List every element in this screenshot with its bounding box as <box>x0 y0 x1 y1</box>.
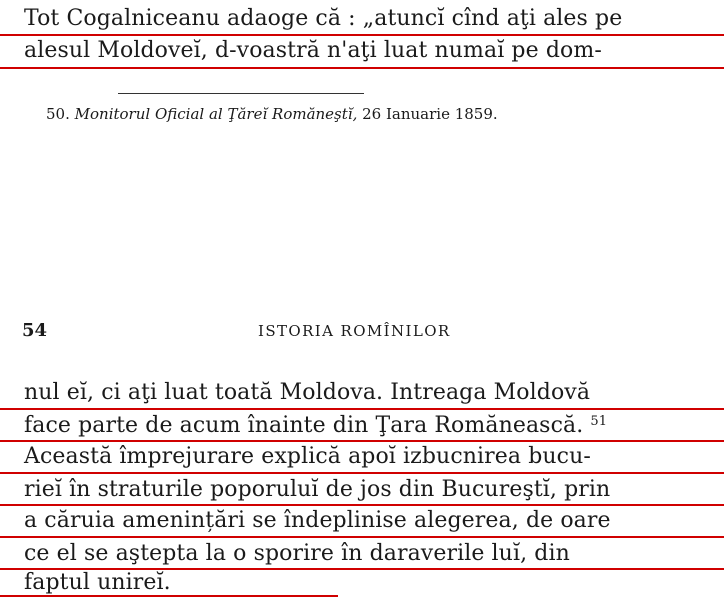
body-line-3: Această împrejurare explică apoĭ izbucnirea bucu- <box>24 444 591 469</box>
underline <box>0 34 724 36</box>
body-line-7: faptul unireĭ. <box>24 570 171 595</box>
underline <box>0 440 724 442</box>
footnote-separator <box>118 93 364 94</box>
running-title: ISTORIA ROMÎNILOR <box>258 322 451 340</box>
underline <box>0 472 724 474</box>
body-line-2-text: face parte de acum înainte din Ţara Romănească. <box>24 413 584 438</box>
underline <box>0 595 338 597</box>
page-header <box>0 318 724 344</box>
underline <box>0 67 724 69</box>
underline <box>0 504 724 506</box>
footnote-date: 26 Ianuarie 1859. <box>362 105 498 123</box>
body-line-4: rieĭ în straturile poporuluĭ de jos din Bucureştĭ, prin <box>24 477 611 502</box>
top-line-1: Tot Cogalniceanu adaoge că : „atuncĭ cînd aţi ales pe <box>24 6 623 31</box>
top-line-2: alesul Moldoveĭ, d-voastră n'aţi luat numaĭ pe dom- <box>24 38 602 63</box>
body-line-6: ce el se aştepta la o sporire în daraverile luĭ, din <box>24 541 570 566</box>
footnote-reference: 51 <box>590 414 608 429</box>
underline <box>0 536 724 538</box>
underline <box>0 408 724 410</box>
page-number: 54 <box>22 320 48 341</box>
body-line-1: nul eĭ, ci aţi luat toată Moldova. Intreaga Moldovă <box>24 380 591 405</box>
body-line-2 <box>24 413 704 439</box>
footnote-number: 50. <box>46 105 70 123</box>
footnote <box>46 104 498 124</box>
body-line-5: a căruia amenințări se îndeplinise alegerea, de oare <box>24 508 611 533</box>
footnote-source: Monitorul Oficial al Ţăreĭ Romăneştĭ, <box>74 105 358 123</box>
